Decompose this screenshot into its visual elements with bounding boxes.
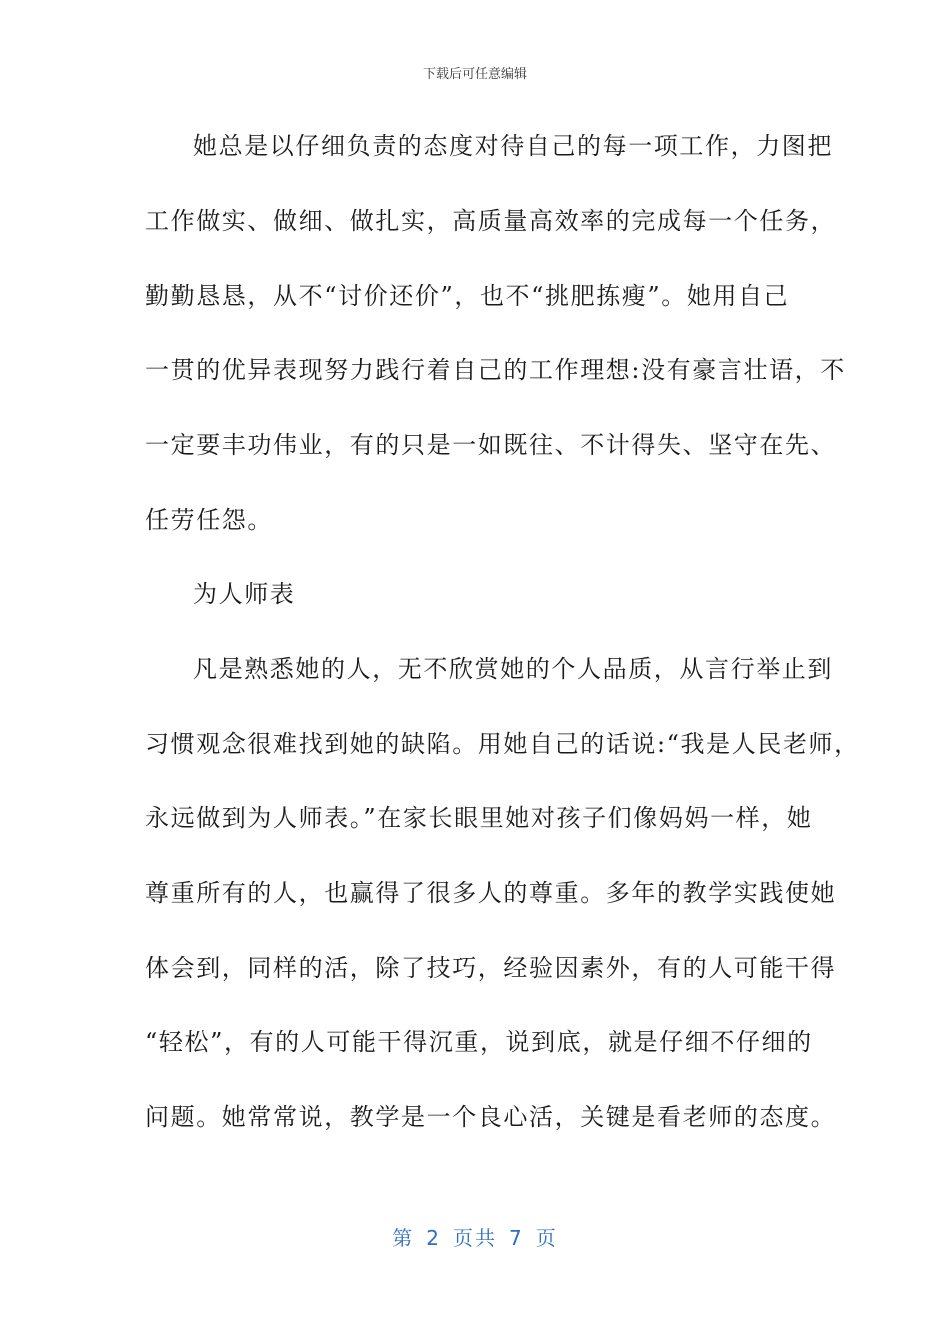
paragraph-line: 她总是以仔细负责的态度对待自己的每一项工作，力图把 [193, 132, 833, 160]
total-pages-number: 7 [509, 1226, 524, 1250]
footer-suffix: 页 [535, 1226, 558, 1250]
paragraph-line: 一贯的优异表现努力践行着自己的工作理想:没有豪言壮语，不 [145, 356, 846, 384]
paragraph-line: 永远做到为人师表。”在家长眼里她对孩子们像妈妈一样，她 [145, 804, 813, 832]
section-heading: 为人师表 [193, 580, 296, 608]
paragraph-line: “轻松”，有的人可能干得沉重，说到底，就是仔细不仔细的 [145, 1028, 813, 1056]
paragraph-line: 问题。她常常说，教学是一个良心活，关键是看老师的态度。 [145, 1103, 837, 1131]
paragraph-line: 勤勤恳恳，从不“讨价还价”，也不“挑肥拣瘦”。她用自己 [145, 282, 790, 310]
page-footer [0, 1224, 950, 1252]
footer-prefix: 第 [392, 1226, 415, 1250]
paragraph-line: 习惯观念很难找到她的缺陷。用她自己的话说:“我是人民老师， [145, 730, 860, 758]
paragraph-line: 凡是熟悉她的人，无不欣赏她的个人品质，从言行举止到 [193, 655, 833, 683]
paragraph-line: 尊重所有的人，也赢得了很多人的尊重。多年的教学实践使她 [145, 879, 837, 907]
footer-middle: 页共 [453, 1226, 497, 1250]
paragraph-line: 任劳任怨。 [145, 506, 273, 534]
current-page-number: 2 [426, 1226, 441, 1250]
paragraph-line: 体会到，同样的活，除了技巧，经验因素外，有的人可能干得 [145, 954, 837, 982]
paragraph-line: 工作做实、做细、做扎实，高质量高效率的完成每一个任务， [145, 207, 837, 235]
paragraph-line: 一定要丰功伟业，有的只是一如既往、不计得失、坚守在先、 [145, 431, 837, 459]
page-header: 下载后可任意编辑 [422, 67, 527, 82]
